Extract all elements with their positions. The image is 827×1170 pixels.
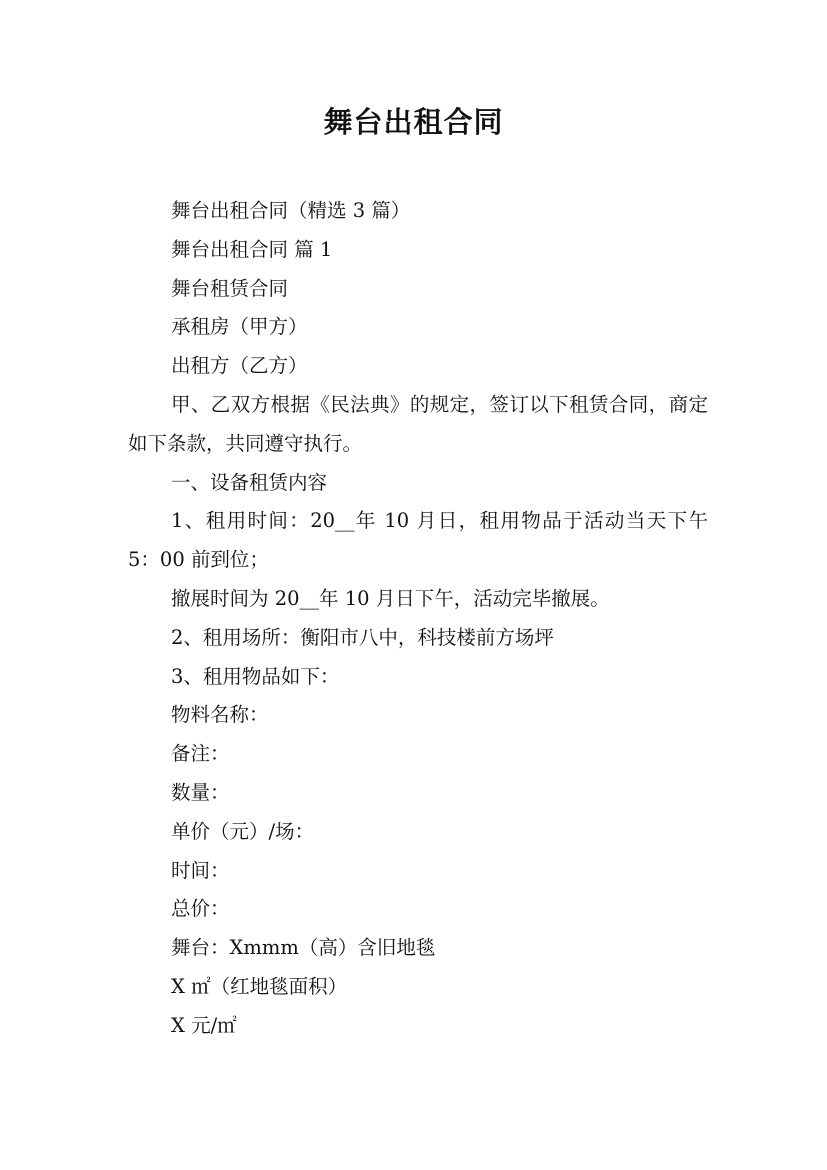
paragraph-clause-heading: 一、设备租赁内容 xyxy=(171,470,328,494)
paragraph-stage: 舞台：Xmmm（高）含旧地毯 xyxy=(171,936,436,960)
paragraph-carpet-area: X ㎡（红地毯面积） xyxy=(171,974,348,998)
paragraph-remarks: 备注： xyxy=(171,742,230,766)
paragraph-party-b: 出租方（乙方） xyxy=(171,354,308,378)
document-body xyxy=(128,192,708,1046)
paragraph-preamble: 甲、乙双方根据《民法典》的规定，签订以下租赁合同，商定如下条款，共同遵守执行。 xyxy=(128,392,708,455)
paragraph-rental-location: 2、租用场所：衡阳市八中，科技楼前方场坪 xyxy=(171,625,554,649)
paragraph-removal-time: 撤展时间为 20__年 10 月日下午，活动完毕撤展。 xyxy=(171,586,610,610)
paragraph-party-a: 承租房（甲方） xyxy=(171,315,308,339)
paragraph-rental-items: 3、租用物品如下： xyxy=(171,664,340,688)
document-title: 舞台出租合同 xyxy=(323,105,504,139)
paragraph-section-heading: 舞台出租合同 篇 1 xyxy=(171,237,333,261)
paragraph-item-name: 物料名称： xyxy=(171,703,269,727)
paragraph-contract-name: 舞台租赁合同 xyxy=(171,276,289,300)
paragraph-rental-time: 1、租用时间：20__年 10 月日，租用物品于活动当天下午 5：00 前到位； xyxy=(128,509,708,572)
paragraph-total-price: 总价： xyxy=(171,897,230,921)
paragraph-time: 时间： xyxy=(171,858,230,882)
paragraph-quantity: 数量： xyxy=(171,780,230,804)
paragraph-subtitle: 舞台出租合同（精选 3 篇） xyxy=(171,199,411,222)
paragraph-unit-price: 单价（元）/场： xyxy=(171,819,315,843)
paragraph-price-per-sqm: X 元/㎡ xyxy=(171,1013,237,1037)
